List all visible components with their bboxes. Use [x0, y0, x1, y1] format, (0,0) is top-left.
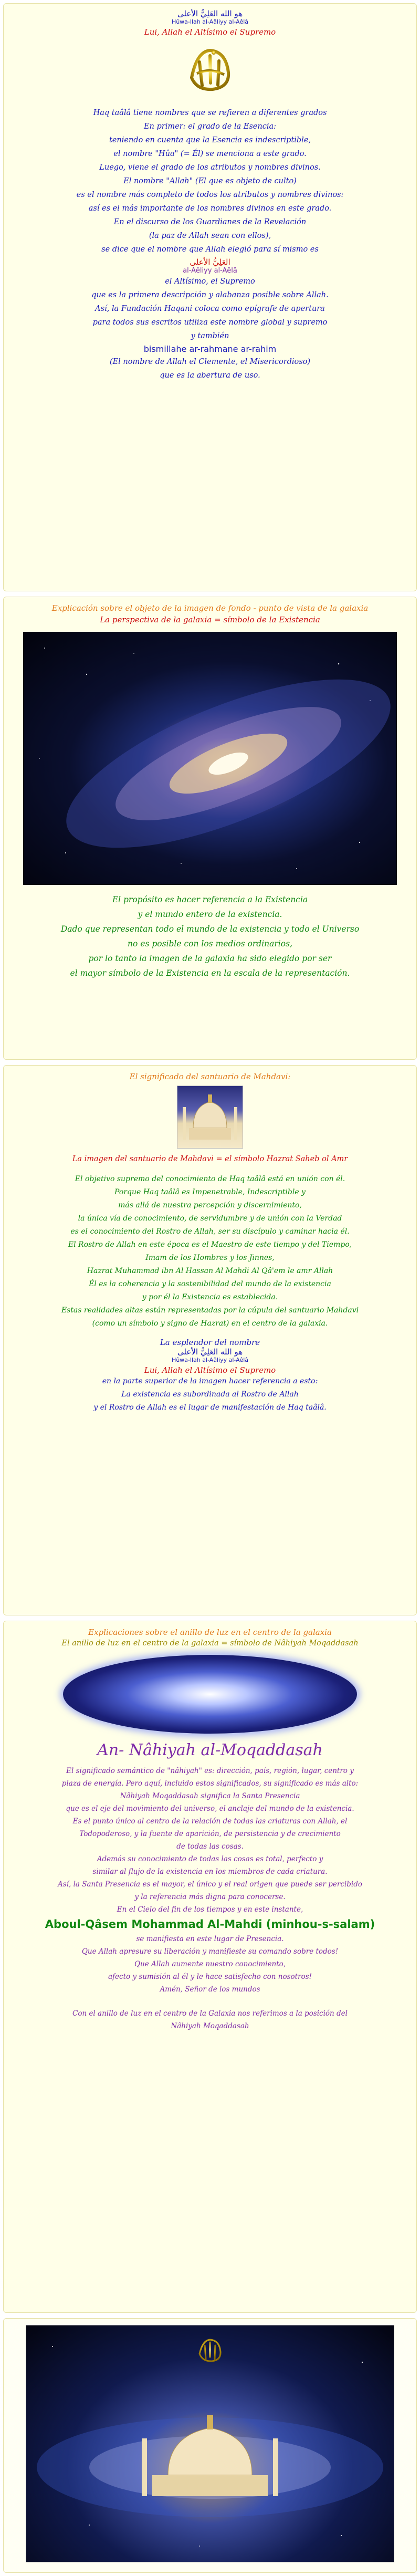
text-line: se dice que el nombre que Allah elegió para sí mismo es — [101, 245, 319, 254]
text-line: Amén, Señor de los mundos — [160, 1985, 260, 1994]
text-line: Haq taâlâ tiene nombres que se refieren a diferentes grados — [93, 109, 327, 117]
text-line: en la parte superior de la imagen hacer referencia a esto: — [102, 1377, 318, 1385]
title: Lui, Allah el Altísimo el Supremo — [144, 27, 276, 37]
sanctuary-panel — [3, 1065, 417, 1615]
translit-name-2: Hûwa-llah al-Aâliyy al-Aêlâ — [171, 1357, 249, 1363]
text-line: es el conocimiento del Rostro de Allah, ser su discípulo y caminar hacia él. — [70, 1227, 350, 1236]
text-line: para todos sus escritos utiliza este nombre global y supremo — [92, 318, 328, 327]
text-line: es el nombre más completo de todos los atributos y nombres divinos: — [76, 191, 344, 199]
text-line: Porque Haq taâlâ es Impenetrable, Indescriptible y — [114, 1188, 306, 1196]
intro-panel — [3, 3, 417, 591]
mahdi-name: Aboul-Qâsem Mohammad Al-Mahdi (minhou-s-salam) — [45, 1918, 375, 1931]
text-line: Nâhiyah Moqaddasah — [171, 2022, 249, 2030]
final-image-panel — [3, 2318, 417, 2573]
text-line: la única vía de conocimiento, de servidumbre y de unión con la Verdad — [78, 1214, 342, 1223]
text-line: similar al flujo de la existencia en los miembros de cada criatura. — [92, 1868, 328, 1876]
text-line: el nombre "Hûa" (= Él) se menciona a este grado. — [113, 150, 307, 158]
text-line: así es el más importante de los nombres divinos en este grado. — [88, 204, 332, 213]
ring-closing — [4, 2007, 416, 2032]
text-line: (El nombre de Allah el Clemente, el Misericordioso) — [109, 358, 311, 366]
text-line: y el Rostro de Allah es el lugar de manifestación de Haq taâlâ. — [93, 1403, 327, 1412]
text-line: teniendo en cuenta que la Esencia es indescriptible, — [109, 136, 311, 144]
text-line: Así, la Fundación Haqani coloca como epígrafe de apertura — [95, 305, 325, 313]
text-line: Él es la coherencia y la sostenibilidad del mundo de la existencia — [89, 1280, 331, 1288]
text-line: Hazrat Muhammad ibn Al Hassan Al Mahdi Al Qâ'em le amr Allah — [87, 1267, 333, 1275]
arabic-name-2: هو الله العَلِيُّ الأعلى — [177, 1347, 243, 1357]
ring-of-light-image — [63, 1655, 357, 1734]
text-line: que es la primera descripción y alabanza posible sobre Allah. — [91, 291, 329, 299]
splendor-text — [4, 1375, 416, 1414]
title-2: Lui, Allah el Altísimo el Supremo — [144, 1365, 276, 1375]
text-line: El nombre "Allah" (El que es objeto de culto) — [123, 177, 297, 185]
text-line: Todopoderoso, y la fuente de aparición, de persistencia y de crecimiento — [79, 1830, 341, 1838]
text-line: Que Allah aumente nuestro conocimiento, — [134, 1960, 286, 1968]
galaxy-sanctuary-image — [26, 2325, 394, 2562]
text-line: no es posible con los medios ordinarios, — [128, 939, 292, 948]
sanctuary-text — [4, 1173, 416, 1330]
text-line: Nâhiyah Moqaddasah significa la Santa Presencia — [120, 1792, 300, 1800]
nahiyah-title: An- Nâhiyah al-Moqaddasah — [97, 1741, 323, 1759]
text-line: El Rostro de Allah en este época es el Maestro de este tiempo y del Tiempo, — [68, 1240, 352, 1249]
golden-calligraphy-seal-icon — [181, 41, 239, 99]
text-line: La existencia es subordinada al Rostro de Allah — [121, 1390, 299, 1399]
ring-heading: Explicaciones sobre el anillo de luz en el centro de la galaxia — [88, 1628, 332, 1637]
text-line: Con el anillo de luz en el centro de la Galaxia nos referimos a la posición del — [72, 2009, 348, 2018]
text-line: Es el punto único al centro de la relación de todas las criaturas con Allah, el — [72, 1817, 348, 1826]
text-line: el mayor símbolo de la Existencia en la escala de la representación. — [70, 968, 350, 978]
galaxy-subheading: La perspectiva de la galaxia = símbolo de la Existencia — [100, 615, 320, 624]
sanctuary-heading: El significado del santuario de Mahdavi: — [129, 1072, 291, 1081]
text-line: Que Allah apresure su liberación y manifieste su comando sobre todos! — [81, 1947, 339, 1956]
text-line: En el Cielo del fin de los tiempos y en este instante, — [117, 1905, 303, 1914]
text-line: El objetivo supremo del conocimiento de Haq taâlâ está en unión con él. — [75, 1175, 345, 1183]
bismillah: bismillahe ar-rahmane ar-rahim — [143, 344, 277, 354]
galaxy-panel — [3, 597, 417, 1060]
text-line: En primer: el grado de la Esencia: — [143, 122, 277, 131]
splendor-label: La esplendor del nombre — [160, 1338, 260, 1347]
text-line: Dado que representan todo el mundo de la existencia y todo el Universo — [60, 924, 360, 934]
text-line: y el mundo entero de la existencia. — [138, 910, 282, 919]
text-line: Estas realidades altas están representadas por la cúpula del santuario Mahdavi — [61, 1306, 359, 1315]
ring-text — [4, 1765, 416, 1916]
text-line: y la referencia más digna para conocerse. — [134, 1893, 286, 1901]
text-line: Imam de los Hombres y los Jinnes, — [145, 1254, 275, 1262]
arabic-heading: هو الله العَلِيُّ الأعلى — [177, 9, 243, 18]
text-line: afecto y sumisión al él y le hace satisfecho con nosotros! — [108, 1973, 312, 1981]
translit-heading: Hûwa-llah al-Aâliyy al-Aêlâ — [171, 18, 249, 25]
text-line: que es la abertura de uso. — [160, 371, 260, 380]
text-line: el Altísimo, el Supremo — [165, 277, 255, 286]
text-line: y por él la Existencia es establecida. — [142, 1293, 278, 1301]
text-line: de todas las cosas. — [176, 1842, 244, 1851]
text-line: plaza de energía. Pero aquí, incluido estos significados, su significado es más alto: — [61, 1779, 359, 1788]
text-line: El significado semántico de "nâhiyah" es: dirección, país, región, lugar, centro y — [66, 1767, 354, 1775]
text-line: Además su conocimiento de todas las cosas es total, perfecto y — [97, 1855, 323, 1863]
text-line: más allá de nuestra percepción y discernimiento, — [118, 1201, 302, 1209]
sanctuary-dome-image — [177, 1086, 243, 1149]
sanctuary-caption: La imagen del santuario de Mahdavi = el símbolo Hazrat Saheb ol Amr — [72, 1155, 348, 1163]
arabic-name: العَلِيُّ الأعلى — [190, 257, 230, 267]
text-line: (la paz de Allah sean con ellos), — [149, 232, 271, 240]
ring-text-2 — [4, 1933, 416, 1996]
text-line: que es el eje del movimiento del universo, el anclaje del mundo de la existencia. — [66, 1805, 354, 1813]
text-line: En el discurso de los Guardianes de la Revelación — [113, 218, 307, 226]
text-line: y también — [191, 332, 229, 340]
ring-panel — [3, 1621, 417, 2313]
text-line: Así, la Santa Presencia es el mayor, el único y el real origen que puede ser percibido — [58, 1880, 362, 1889]
text-line: por lo tanto la imagen de la galaxia ha sido elegido por ser — [88, 954, 332, 963]
text-line: se manifiesta en este lugar de Presencia. — [136, 1935, 284, 1943]
translit-name: al-Aêliyy al-Aêlâ — [183, 267, 237, 275]
text-line: El propósito es hacer referencia a la Existencia — [112, 895, 308, 904]
intro-text — [4, 106, 416, 256]
galaxy-heading: Explicación sobre el objeto de la imagen de fondo - punto de vista de la galaxia — [51, 603, 369, 613]
galaxy-text — [4, 892, 416, 981]
intro-text-2 — [4, 275, 416, 343]
intro-text-3 — [4, 355, 416, 382]
ring-subheading: El anillo de luz en el centro de la galaxia = símbolo de Nâhiyah Moqaddasah — [61, 1639, 359, 1647]
text-line: Luego, viene el grado de los atributos y nombres divinos. — [99, 163, 321, 172]
galaxy-image — [23, 632, 397, 885]
text-line: (como un símbolo y signo de Hazrat) en el centro de la galaxia. — [92, 1319, 328, 1328]
